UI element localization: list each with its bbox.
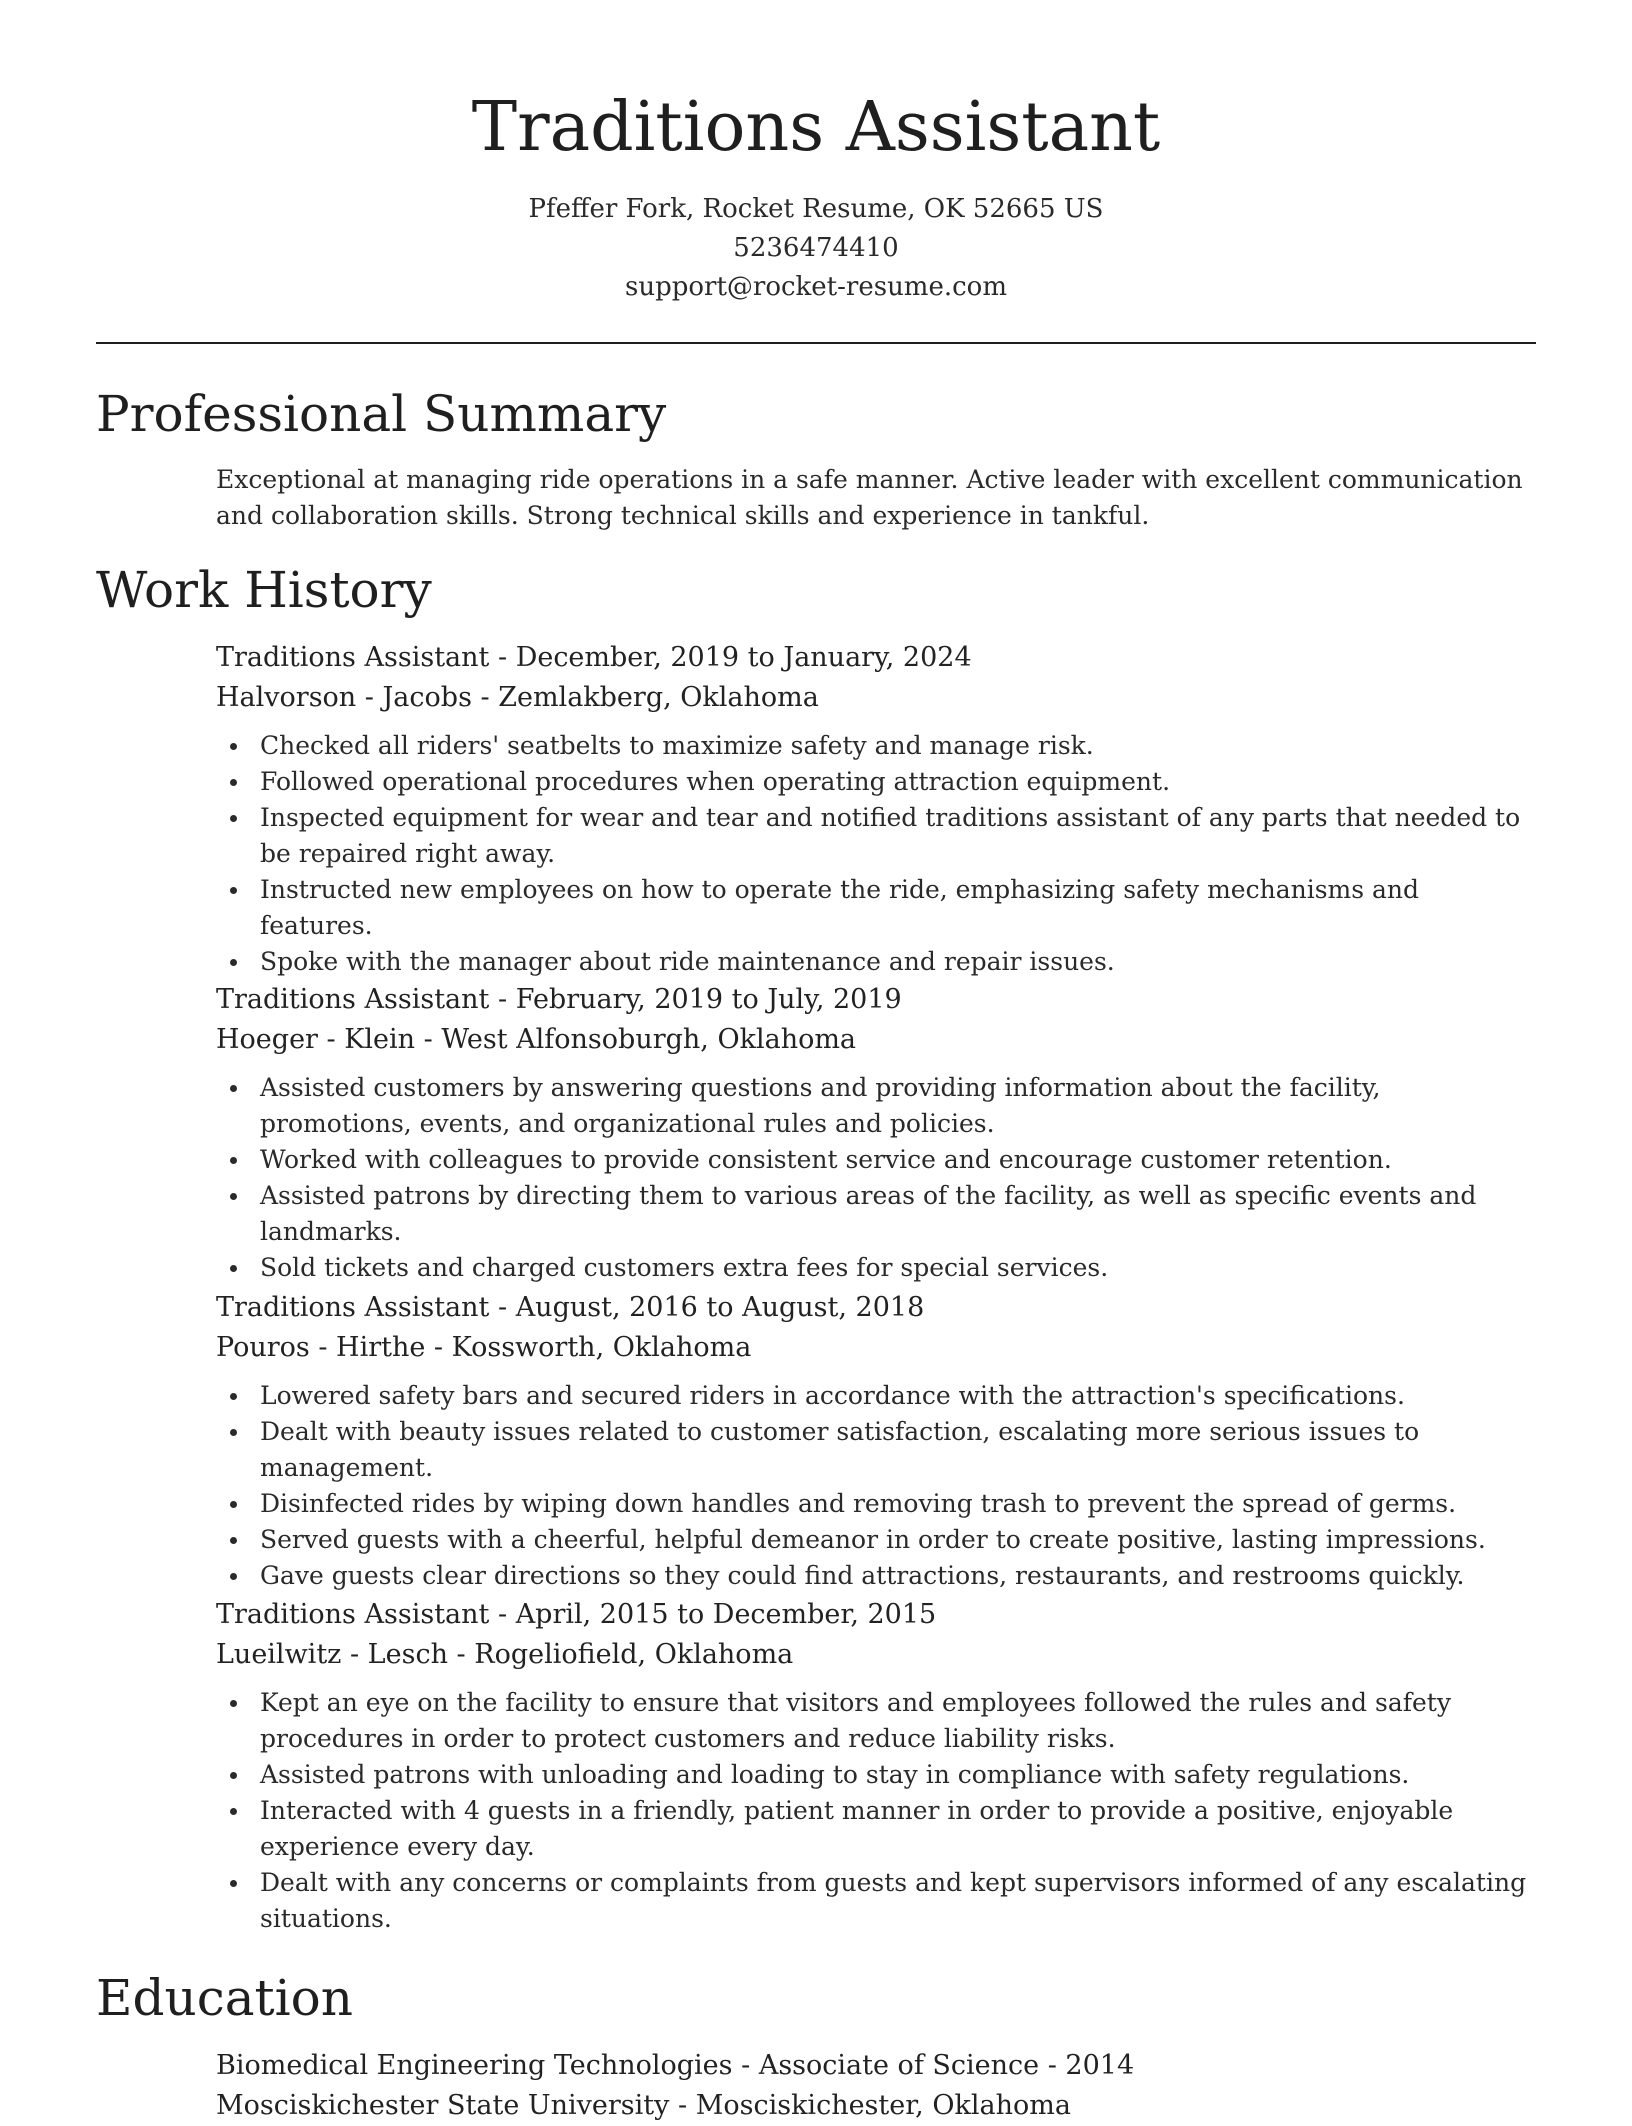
bullet-dot-icon xyxy=(230,1265,237,1272)
job-bullet xyxy=(216,1757,1536,1793)
job-bullet xyxy=(216,1178,1536,1250)
job-bullet-text: Inspected equipment for wear and tear and notified traditions assistant of any parts that needed to be repaired right away. xyxy=(260,803,1521,868)
job-title: Traditions Assistant xyxy=(216,1599,490,1630)
education-entry xyxy=(216,2046,1536,2126)
job-dates: February, 2019 to July, 2019 xyxy=(515,984,902,1015)
job-bullet-text: Sold tickets and charged customers extra fees for special services. xyxy=(260,1253,1109,1282)
education-school-line: Mosciskichester State University - Mosciskichester, Oklahoma xyxy=(216,2090,1071,2121)
bullet-dot-icon xyxy=(230,1393,237,1400)
job-bullet xyxy=(216,1414,1536,1486)
bullet-dot-icon xyxy=(230,1772,237,1779)
job-bullet-text: Kept an eye on the facility to ensure that visitors and employees followed the rules and safety procedures in order to protect customers and reduce liability risks. xyxy=(260,1688,1451,1753)
job-bullet xyxy=(216,872,1536,944)
job-bullet xyxy=(216,1250,1536,1286)
job-entry xyxy=(216,1595,1536,1937)
bullet-dot-icon xyxy=(230,1085,237,1092)
resume-header xyxy=(96,84,1536,307)
job-company: Lueilwitz - Lesch xyxy=(216,1639,448,1670)
job-bullet xyxy=(216,1142,1536,1178)
job-bullet-text: Disinfected rides by wiping down handles and removing trash to prevent the spread of germs. xyxy=(260,1489,1457,1518)
job-location: Rogeliofield, Oklahoma xyxy=(474,1639,794,1670)
education-degree: Associate of Science xyxy=(758,2050,1040,2081)
bullet-dot-icon xyxy=(230,779,237,786)
candidate-name: Traditions Assistant xyxy=(471,88,1161,167)
job-bullet xyxy=(216,1378,1536,1414)
job-title: Traditions Assistant xyxy=(216,642,490,673)
job-bullet xyxy=(216,764,1536,800)
bullet-dot-icon xyxy=(230,815,237,822)
education-degree-line: Biomedical Engineering Technologies - Associate of Science - 2014 xyxy=(216,2050,1135,2081)
job-bullet-text: Assisted customers by answering questions and providing information about the facility, promotions, events, and organizational rules and policies. xyxy=(260,1073,1381,1138)
bullet-dot-icon xyxy=(230,959,237,966)
job-entry xyxy=(216,1288,1536,1594)
bullet-dot-icon xyxy=(230,1193,237,1200)
bullet-dot-icon xyxy=(230,887,237,894)
job-bullet-text: Interacted with 4 guests in a friendly, patient manner in order to provide a positive, enjoyable experience every day. xyxy=(260,1796,1454,1861)
work-history-heading: Work History xyxy=(96,561,432,619)
contact-phone: 5236474410 xyxy=(733,233,899,263)
job-bullets xyxy=(216,1685,1536,1937)
summary-text: Exceptional at managing ride operations in a safe manner. Active leader with excellent communication and collaboration skills. Strong technical skills and experience in tankful. xyxy=(216,465,1523,530)
job-bullet xyxy=(216,1685,1536,1757)
bullet-dot-icon xyxy=(230,1700,237,1707)
job-dates: December, 2019 to January, 2024 xyxy=(515,642,972,673)
job-company-line: Lueilwitz - Lesch - Rogeliofield, Oklahoma xyxy=(216,1639,794,1670)
education-field: Biomedical Engineering Technologies xyxy=(216,2050,733,2081)
job-bullet-text: Worked with colleagues to provide consistent service and encourage customer retention. xyxy=(260,1145,1392,1174)
job-bullet-text: Lowered safety bars and secured riders in accordance with the attraction's specifications. xyxy=(260,1381,1405,1410)
job-bullet-text: Followed operational procedures when operating attraction equipment. xyxy=(260,767,1171,796)
job-dates: April, 2015 to December, 2015 xyxy=(515,1599,937,1630)
education-school: Mosciskichester State University xyxy=(216,2090,670,2121)
bullet-dot-icon xyxy=(230,1501,237,1508)
job-bullets xyxy=(216,1070,1536,1286)
job-bullet-text: Assisted patrons by directing them to various areas of the facility, as well as specific events and landmarks. xyxy=(260,1181,1477,1246)
job-location: West Alfonsoburgh, Oklahoma xyxy=(441,1024,857,1055)
job-entry xyxy=(216,980,1536,1286)
job-bullet xyxy=(216,1522,1536,1558)
job-bullet-text: Spoke with the manager about ride maintenance and repair issues. xyxy=(260,947,1115,976)
job-location: Kossworth, Oklahoma xyxy=(451,1332,752,1363)
job-bullet xyxy=(216,800,1536,872)
education-year: 2014 xyxy=(1065,2050,1135,2081)
job-location: Zemlakberg, Oklahoma xyxy=(498,682,819,713)
contact-block xyxy=(96,190,1536,307)
bullet-dot-icon xyxy=(230,1573,237,1580)
contact-email: support@rocket-resume.com xyxy=(624,272,1007,302)
job-company: Pouros - Hirthe xyxy=(216,1332,426,1363)
bullet-dot-icon xyxy=(230,1537,237,1544)
job-title-line: Traditions Assistant - February, 2019 to July, 2019 xyxy=(216,984,902,1015)
bullet-dot-icon xyxy=(230,743,237,750)
job-title-line: Traditions Assistant - August, 2016 to August, 2018 xyxy=(216,1292,925,1323)
header-divider xyxy=(96,342,1536,344)
job-title-line: Traditions Assistant - April, 2015 to December, 2015 xyxy=(216,1599,937,1630)
job-bullet-text: Served guests with a cheerful, helpful demeanor in order to create positive, lasting impressions. xyxy=(260,1525,1486,1554)
job-company-line: Hoeger - Klein - West Alfonsoburgh, Oklahoma xyxy=(216,1024,857,1055)
job-entry xyxy=(216,638,1536,980)
job-bullet xyxy=(216,1558,1536,1594)
job-bullet-text: Gave guests clear directions so they could find attractions, restaurants, and restrooms quickly. xyxy=(260,1561,1465,1590)
job-title: Traditions Assistant xyxy=(216,1292,490,1323)
job-bullet xyxy=(216,1486,1536,1522)
job-dates: August, 2016 to August, 2018 xyxy=(515,1292,925,1323)
job-company-line: Halvorson - Jacobs - Zemlakberg, Oklahoma xyxy=(216,682,819,713)
job-bullet xyxy=(216,1070,1536,1142)
education-location: Mosciskichester, Oklahoma xyxy=(695,2090,1071,2121)
education-heading: Education xyxy=(96,1969,353,2027)
job-bullet-text: Dealt with beauty issues related to customer satisfaction, escalating more serious issues to management. xyxy=(260,1417,1420,1482)
job-bullets xyxy=(216,728,1536,980)
job-bullet-text: Checked all riders' seatbelts to maximize safety and manage risk. xyxy=(260,731,1094,760)
summary-heading: Professional Summary xyxy=(96,385,667,443)
job-bullet-text: Dealt with any concerns or complaints from guests and kept supervisors informed of any escalating situations. xyxy=(260,1868,1527,1933)
bullet-dot-icon xyxy=(230,1880,237,1887)
job-bullet xyxy=(216,728,1536,764)
job-title-line: Traditions Assistant - December, 2019 to January, 2024 xyxy=(216,642,972,673)
job-bullet-text: Assisted patrons with unloading and loading to stay in compliance with safety regulations. xyxy=(260,1760,1410,1789)
job-company: Halvorson - Jacobs xyxy=(216,682,472,713)
job-bullets xyxy=(216,1378,1536,1594)
bullet-dot-icon xyxy=(230,1429,237,1436)
job-bullet-text: Instructed new employees on how to operate the ride, emphasizing safety mechanisms and features. xyxy=(260,875,1420,940)
job-bullet xyxy=(216,1865,1536,1937)
job-title: Traditions Assistant xyxy=(216,984,490,1015)
bullet-dot-icon xyxy=(230,1808,237,1815)
job-bullet xyxy=(216,944,1536,980)
bullet-dot-icon xyxy=(230,1157,237,1164)
job-bullet xyxy=(216,1793,1536,1865)
job-company: Hoeger - Klein xyxy=(216,1024,416,1055)
job-company-line: Pouros - Hirthe - Kossworth, Oklahoma xyxy=(216,1332,752,1363)
contact-address: Pfeffer Fork, Rocket Resume, OK 52665 US xyxy=(528,194,1104,224)
